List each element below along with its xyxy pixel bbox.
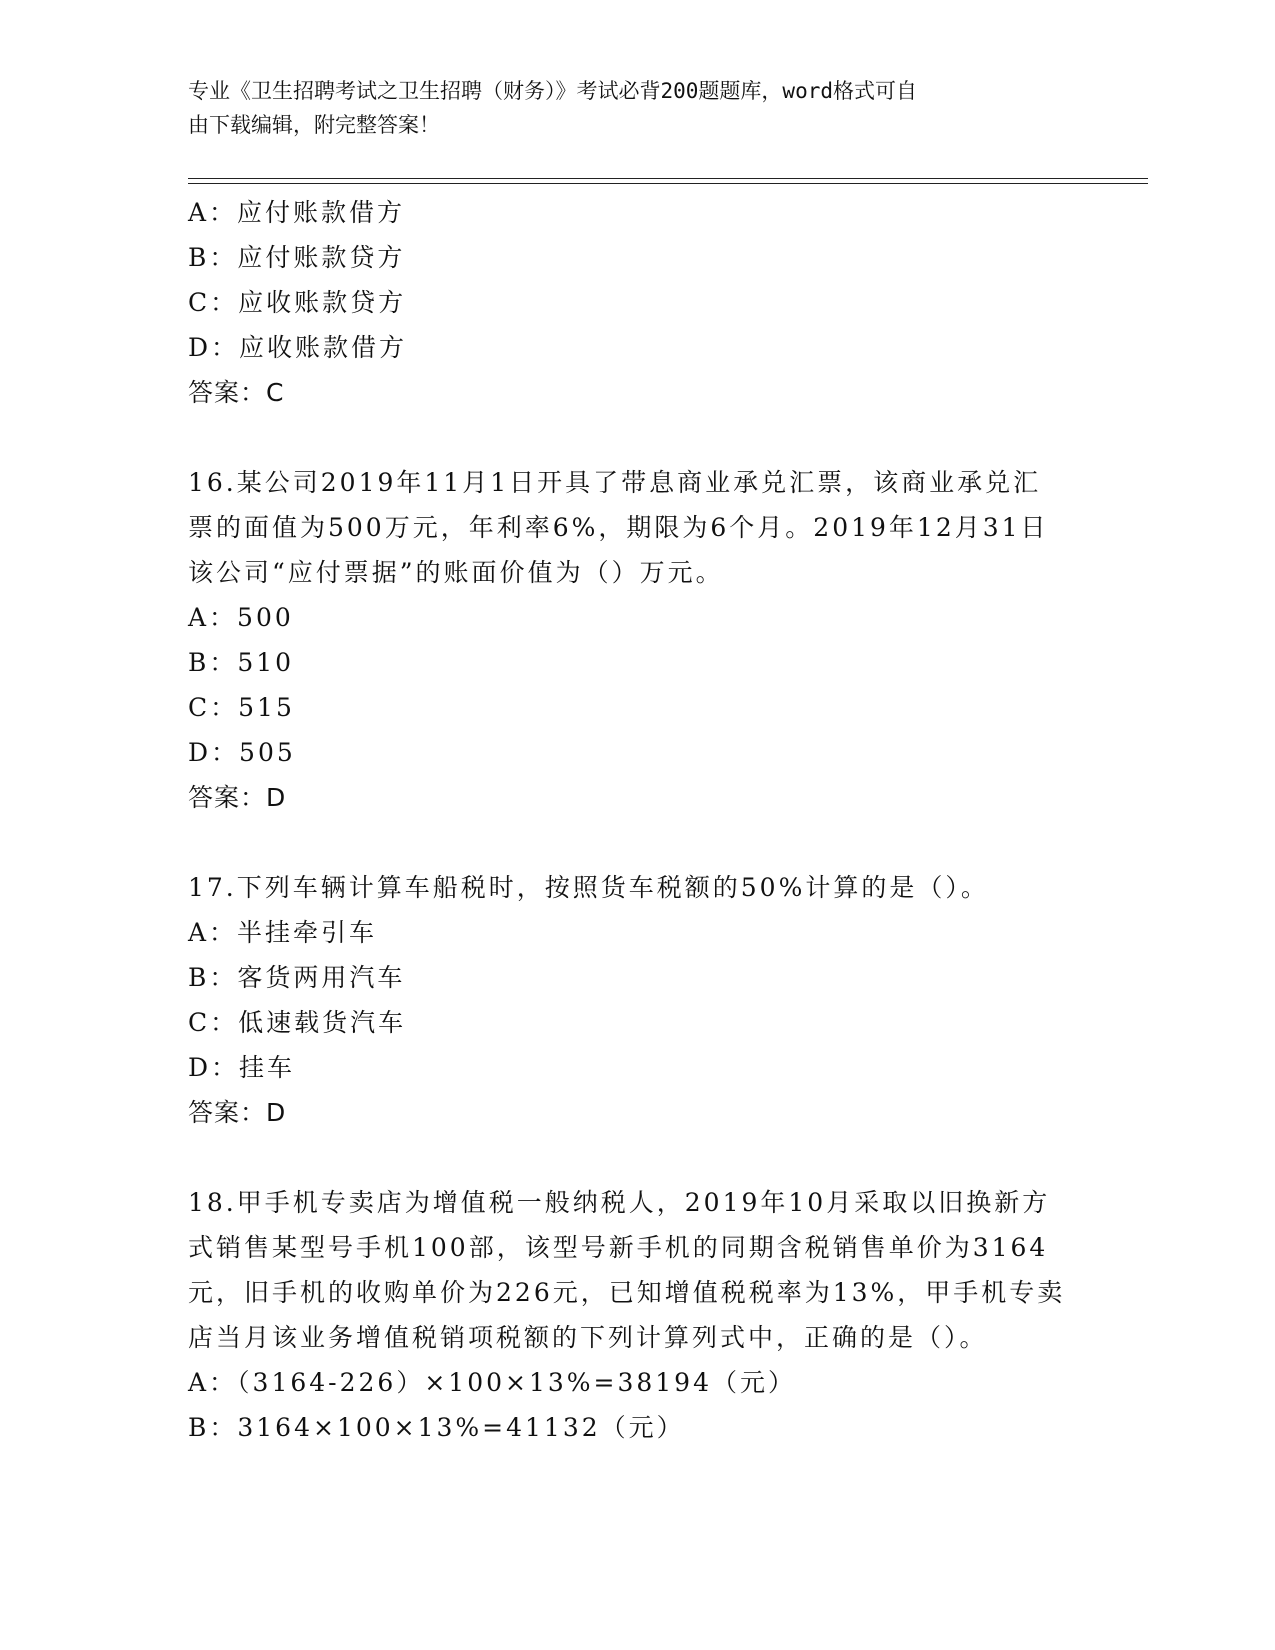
option-b: B：应付账款贷方: [188, 243, 406, 272]
option-a: A：500: [188, 603, 294, 632]
question-stem-line: 17.下列车辆计算车船税时，按照货车税额的50%计算的是（）。: [188, 873, 989, 902]
option-d: D：505: [188, 738, 296, 767]
option-b: B：客货两用汽车: [188, 963, 406, 992]
question-stem-line: 18.甲手机专卖店为增值税一般纳税人，2019年10月采取以旧换新方: [188, 1188, 1051, 1217]
answer: 答案：D: [188, 1098, 287, 1127]
question-stem-line: 式销售某型号手机100部，该型号新手机的同期含税销售单价为3164: [188, 1233, 1049, 1262]
option-b: B：510: [188, 648, 295, 677]
option-c: C：应收账款贷方: [188, 288, 407, 317]
question-15: [188, 190, 1078, 415]
question-16: [188, 460, 1078, 820]
option-d: D：应收账款借方: [188, 333, 408, 362]
header-line-1: 专业《卫生招聘考试之卫生招聘（财务）》考试必背200题题库，word格式可自: [188, 79, 917, 103]
header-line-2: 由下载编辑，附完整答案！: [188, 113, 440, 137]
option-a: A：应付账款借方: [188, 198, 406, 227]
question-stem-line: 该公司“应付票据”的账面价值为（）万元。: [188, 558, 724, 587]
question-list: [188, 190, 1078, 1450]
question-18: [188, 1180, 1078, 1450]
header-divider: [188, 178, 1148, 184]
answer: 答案：C: [188, 378, 285, 407]
option-a: A：（3164-226）×100×13%=38194（元）: [188, 1368, 796, 1397]
question-stem-line: 店当月该业务增值税销项税额的下列计算列式中，正确的是（）。: [188, 1323, 988, 1352]
option-d: D：挂车: [188, 1053, 296, 1082]
option-c: C：低速载货汽车: [188, 1008, 407, 1037]
option-a: A：半挂牵引车: [188, 918, 378, 947]
question-stem-line: 16.某公司2019年11月1日开具了带息商业承兑汇票，该商业承兑汇: [188, 468, 1042, 497]
document-header: [188, 74, 1068, 142]
option-b: B：3164×100×13%=41132（元）: [188, 1413, 685, 1442]
option-c: C：515: [188, 693, 295, 722]
question-17: [188, 865, 1078, 1135]
question-stem-line: 票的面值为500万元，年利率6%，期限为6个月。2019年12月31日: [188, 513, 1049, 542]
question-stem-line: 元，旧手机的收购单价为226元，已知增值税税率为13%，甲手机专卖: [188, 1278, 1066, 1307]
answer: 答案：D: [188, 783, 287, 812]
